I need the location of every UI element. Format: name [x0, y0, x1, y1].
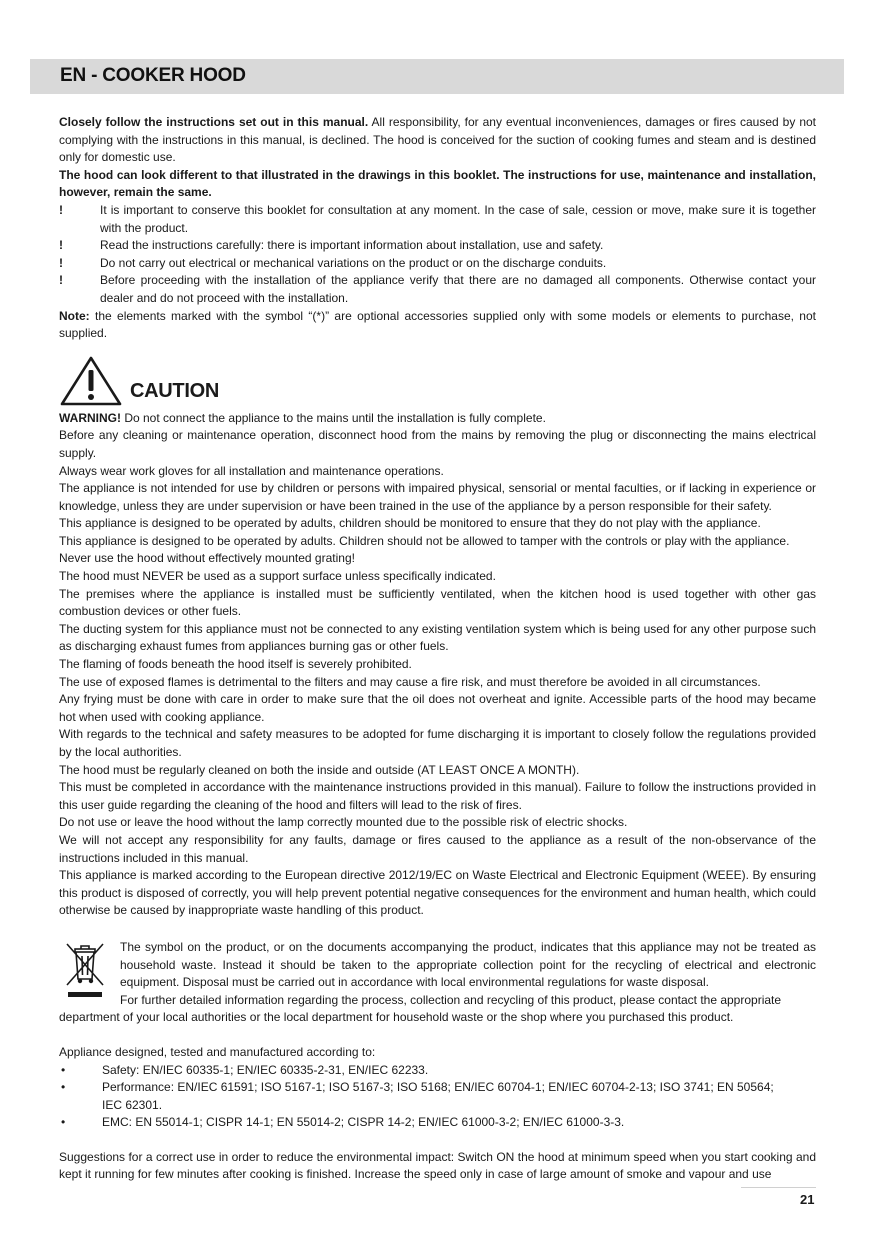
standard-item-text: EMC: EN 55014-1; CISPR 14-1; EN 55014-2; CISPR 14-2; EN/IEC 61000-3-2; EN/IEC 61000-3-3.	[102, 1115, 625, 1130]
caution-paragraph: Before any cleaning or maintenance operation, disconnect hood from the mains by removing the plug or disconnecting the mains electrical supply.	[59, 428, 816, 460]
section-title: EN - COOKER HOOD	[60, 65, 246, 86]
standards-intro: Appliance designed, tested and manufactured according to:	[59, 1044, 376, 1059]
bullet-mark: •	[61, 1080, 66, 1095]
warning-triangle-icon	[59, 355, 123, 407]
standard-item-text: Safety: EN/IEC 60335-1; EN/IEC 60335-2-31, EN/IEC 62233.	[102, 1062, 429, 1077]
caution-paragraph: The hood must NEVER be used as a support surface unless specifically indicated.	[59, 569, 496, 584]
warning-item-text: Do not carry out electrical or mechanical variations on the product or on the discharge conduits.	[100, 255, 607, 270]
caution-paragraph: The appliance is not intended for use by children or persons with impaired physical, sensorial or mental faculties, or if lacking in experience or knowledge, unless they are under supervision or have been trained in the use of the appliance by a person responsible for their safety.	[59, 481, 816, 513]
warning-item-text: Read the instructions carefully: there is important information about installation, use and safety.	[100, 238, 604, 253]
exclamation-mark: !	[59, 202, 63, 217]
caution-paragraph: The flaming of foods beneath the hood itself is severely prohibited.	[59, 657, 412, 672]
bullet-mark: •	[61, 1115, 66, 1130]
caution-paragraph: With regards to the technical and safety measures to be adopted for fume discharging it is important to closely follow the regulations provided by the local authorities.	[59, 727, 816, 759]
warning-item-text: It is important to conserve this booklet for consultation at any moment. In the case of sale, cession or move, make sure it is together with the product.	[100, 202, 816, 235]
manual-content	[59, 114, 816, 1184]
caution-paragraph: Do not use or leave the hood without the lamp correctly mounted due to the possible risk of electric shocks.	[59, 815, 628, 830]
standard-item	[59, 1062, 816, 1080]
exclamation-mark: !	[59, 238, 63, 253]
caution-paragraph: The hood must be regularly cleaned on both the inside and outside (AT LEAST ONCE A MONTH).	[59, 762, 580, 777]
warning-item	[59, 255, 816, 273]
warning-label: WARNING!	[59, 410, 121, 425]
note-text: the elements marked with the symbol “(*)” are optional accessories supplied only with some models or elements to purchase, not supplied.	[59, 308, 816, 341]
warning-text: Do not connect the appliance to the mains until the installation is fully complete.	[121, 410, 546, 425]
appearance-note: The hood can look different to that illustrated in the drawings in this booklet. The instructions for use, maintenance and installation, however, remain the same.	[59, 167, 816, 200]
warning-item	[59, 237, 816, 255]
caution-paragraph: Any frying must be done with care in order to make sure that the oil does not overheat and ignite. Accessible parts of the hood may became hot when used with cooking appliance.	[59, 692, 816, 724]
standard-item	[59, 1079, 816, 1114]
standard-item-text	[102, 1079, 816, 1114]
weee-paragraph: The symbol on the product, or on the documents accompanying the product, indicates that this appliance may not be treated as household waste. Instead it should be taken to the appropriate collection point for the recycling of electrical and electronic equipment. Disposal must be carried out in accordance with local environmental regulations for waste disposal.	[120, 939, 816, 990]
caution-paragraph: The premises where the appliance is installed must be sufficiently ventilated, when the kitchen hood is used together with other gas combustion devices or other fuels.	[59, 586, 816, 619]
suggestions-paragraph: Suggestions for a correct use in order to reduce the environmental impact: Switch ON the hood at minimum speed when you start cooking and kept it running for few minutes after cooking is finished. Increase the speed only in case of large amount of smoke and vapour and use	[59, 1149, 816, 1182]
page-number: 21	[800, 1192, 815, 1207]
caution-paragraph: Always wear work gloves for all installation and maintenance operations.	[59, 463, 444, 478]
weee-contact-line: For further detailed information regarding the process, collection and recycling of this product, please contact the appropriate	[120, 992, 782, 1007]
standard-item-line: Performance: EN/IEC 61591; ISO 5167-1; ISO 5167-3; ISO 5168; EN/IEC 60704-1; EN/IEC 60704-2-13; ISO 3741; EN 50564;	[102, 1080, 774, 1095]
weee-contact-continued: department of your local authorities or the local department for household waste or the shop where you purchased this product.	[59, 1010, 734, 1025]
caution-paragraph: Never use the hood without effectively mounted grating!	[59, 551, 355, 566]
caution-heading	[59, 355, 816, 410]
crossed-bin-icon	[64, 941, 106, 1001]
section-header-bar	[30, 59, 844, 94]
exclamation-mark: !	[59, 255, 63, 270]
note-paragraph	[59, 308, 816, 343]
caution-paragraph: The use of exposed flames is detrimental to the filters and may cause a fire risk, and must therefore be avoided in all circumstances.	[59, 674, 761, 689]
page-number-divider	[741, 1187, 816, 1188]
caution-paragraph: This appliance is designed to be operated by adults, children should be monitored to ensure that they do not play with the appliance.	[59, 516, 761, 531]
caution-paragraph: This appliance is designed to be operated by adults. Children should not be allowed to tamper with the controls or play with the appliance.	[59, 533, 790, 548]
warning-item-text: Before proceeding with the installation of the appliance verify that there are no damaged all components. Otherwise contact your dealer and do not proceed with the installation.	[100, 273, 816, 305]
standard-item	[59, 1114, 816, 1132]
warning-paragraph	[59, 410, 816, 428]
caution-paragraph: This must be completed in accordance with the maintenance instructions provided in this manual). Failure to follow the instructions provided in this user guide regarding the cleaning of the hood and filters will lead to the risk of fires.	[59, 780, 816, 812]
standard-item-line: IEC 62301.	[102, 1097, 163, 1112]
intro-text: All responsibility, for any eventual inconveniences, damages or fires caused by not complying with the instructions in this manual, is declined. The hood is conceived for the suction of cooking fumes and steam and is destined only for domestic use.	[59, 115, 817, 165]
note-label: Note:	[59, 308, 90, 323]
caution-paragraph: The ducting system for this appliance must not be connected to any existing ventilation system which is being used for any other purpose such as discharging exhaust fumes from appliances burning gas or other fuels.	[59, 621, 816, 654]
warning-item	[59, 272, 816, 307]
exclamation-mark: !	[59, 273, 63, 288]
caution-paragraph: We will not accept any responsibility for any faults, damage or fires caused to the appliance as a result of the non-observance of the instructions included in this manual.	[59, 832, 816, 865]
bullet-mark: •	[61, 1062, 66, 1077]
caution-label: CAUTION	[130, 379, 220, 402]
weee-section	[59, 939, 816, 1027]
caution-paragraph: This appliance is marked according to the European directive 2012/19/EC on Waste Electrical and Electronic Equipment (WEEE). By ensuring this product is disposed of correctly, you will help prevent potential negative consequences for the environment and human health, which could otherwise be caused by inappropriate waste handling of this product.	[59, 868, 816, 918]
intro-bold: Closely follow the instructions set out in this manual.	[59, 115, 369, 129]
intro-paragraph	[59, 114, 816, 167]
warning-item	[59, 202, 816, 237]
